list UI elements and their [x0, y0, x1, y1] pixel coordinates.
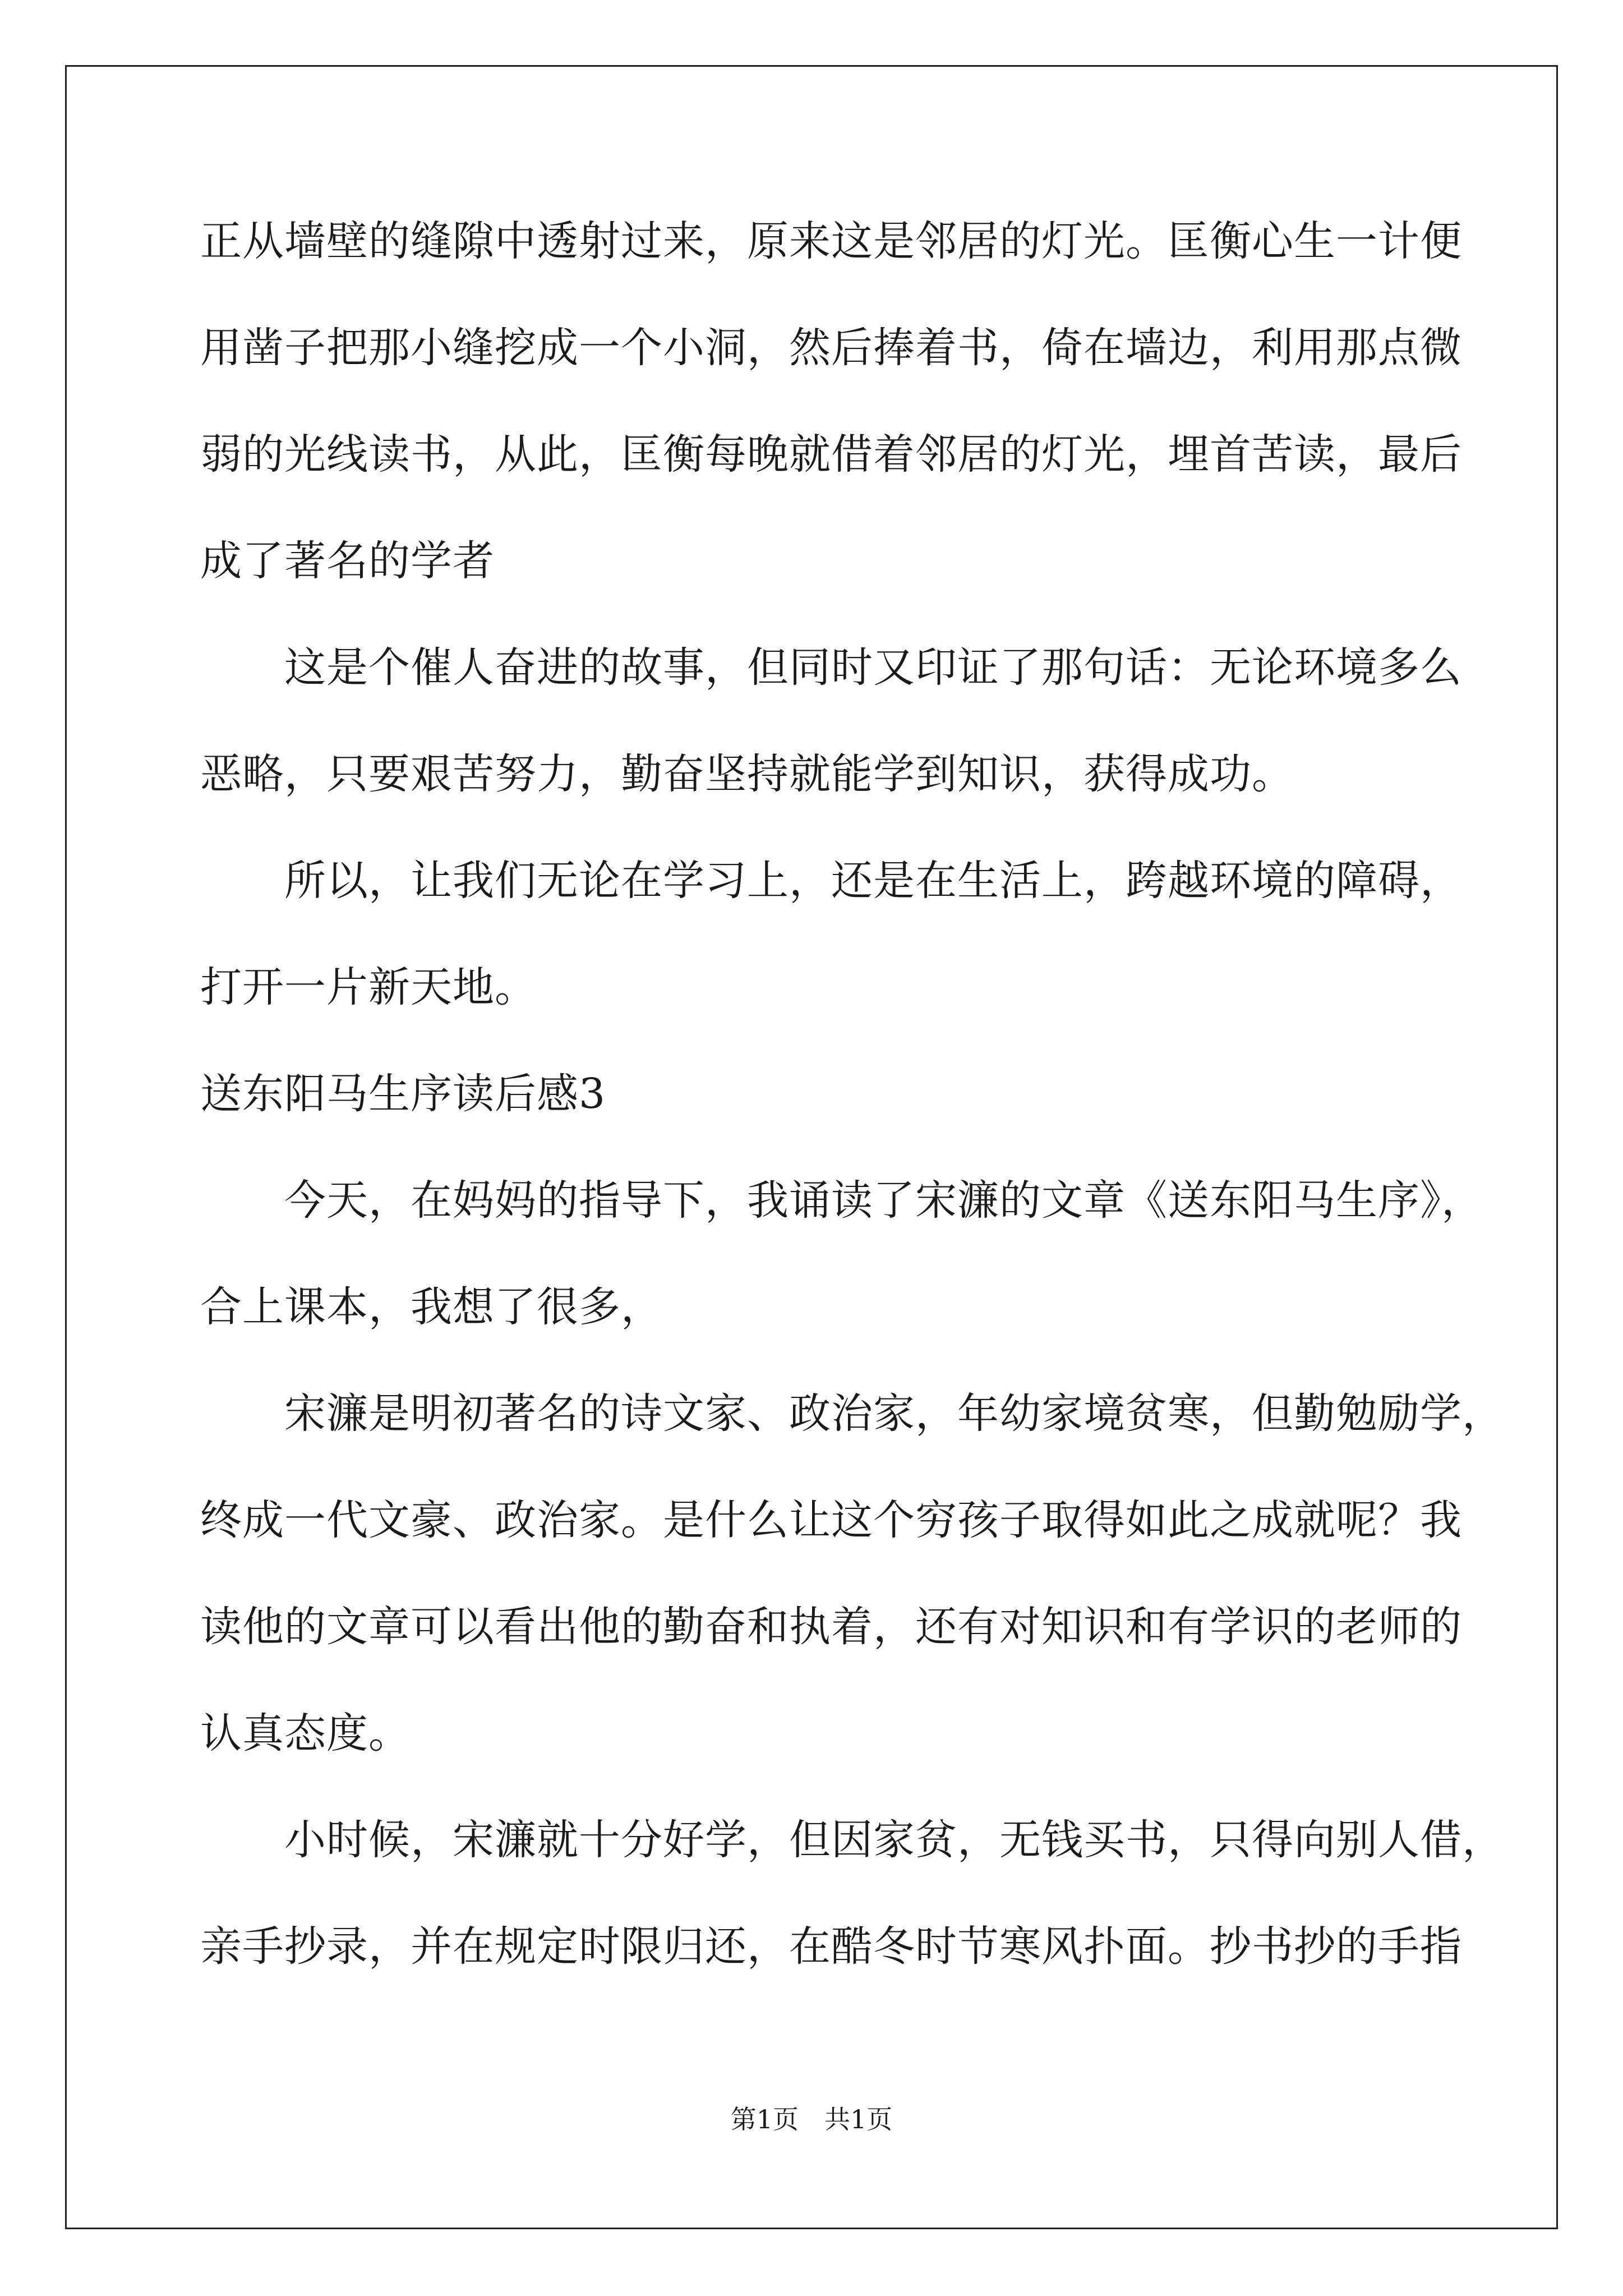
page-footer: 第1页 共1页: [730, 2104, 893, 2134]
text-line: 今天，在妈妈的指导下，我诵读了宋濂的文章《送东阳马生序》，: [200, 1176, 1483, 1225]
text-line: 这是个催人奋进的故事，但同时又印证了那句话：无论环境多么: [200, 643, 1462, 692]
text-line: 打开一片新天地。: [200, 963, 537, 1011]
text-line: 用凿子把那小缝挖成一个小洞，然后捧着书，倚在墙边，利用那点微: [200, 324, 1462, 372]
text-line: 认真态度。: [200, 1709, 411, 1757]
text-line: 弱的光线读书，从此，匡衡每晚就借着邻居的灯光，埋首苦读，最后: [200, 430, 1462, 478]
page-border: [65, 65, 1558, 2229]
text-line: 恶略，只要艰苦努力，勤奋坚持就能学到知识，获得成功。: [200, 750, 1294, 798]
text-line: 亲手抄录，并在规定时限归还，在酷冬时节寒风扑面。抄书抄的手指: [200, 1922, 1462, 1971]
text-line: 正从墙壁的缝隙中透射过来，原来这是邻居的灯光。匡衡心生一计便: [200, 217, 1462, 265]
text-line: 成了著名的学者: [200, 537, 495, 585]
text-line: 所以，让我们无论在学习上，还是在生活上，跨越环境的障碍，: [200, 857, 1462, 905]
text-line: 小时候，宋濂就十分好学，但因家贫，无钱买书，只得向别人借，: [200, 1816, 1504, 1864]
text-line: 宋濂是明初著名的诗文家、政治家，年幼家境贫寒，但勤勉励学，: [200, 1389, 1504, 1438]
section-heading: 送东阳马生序读后感3: [200, 1070, 606, 1118]
text-line: 合上课本，我想了很多，: [200, 1283, 663, 1331]
text-line: 终成一代文豪、政治家。是什么让这个穷孩子取得如此之成就呢？我: [200, 1496, 1462, 1544]
text-line: 读他的文章可以看出他的勤奋和执着，还有对知识和有学识的老师的: [200, 1603, 1462, 1651]
